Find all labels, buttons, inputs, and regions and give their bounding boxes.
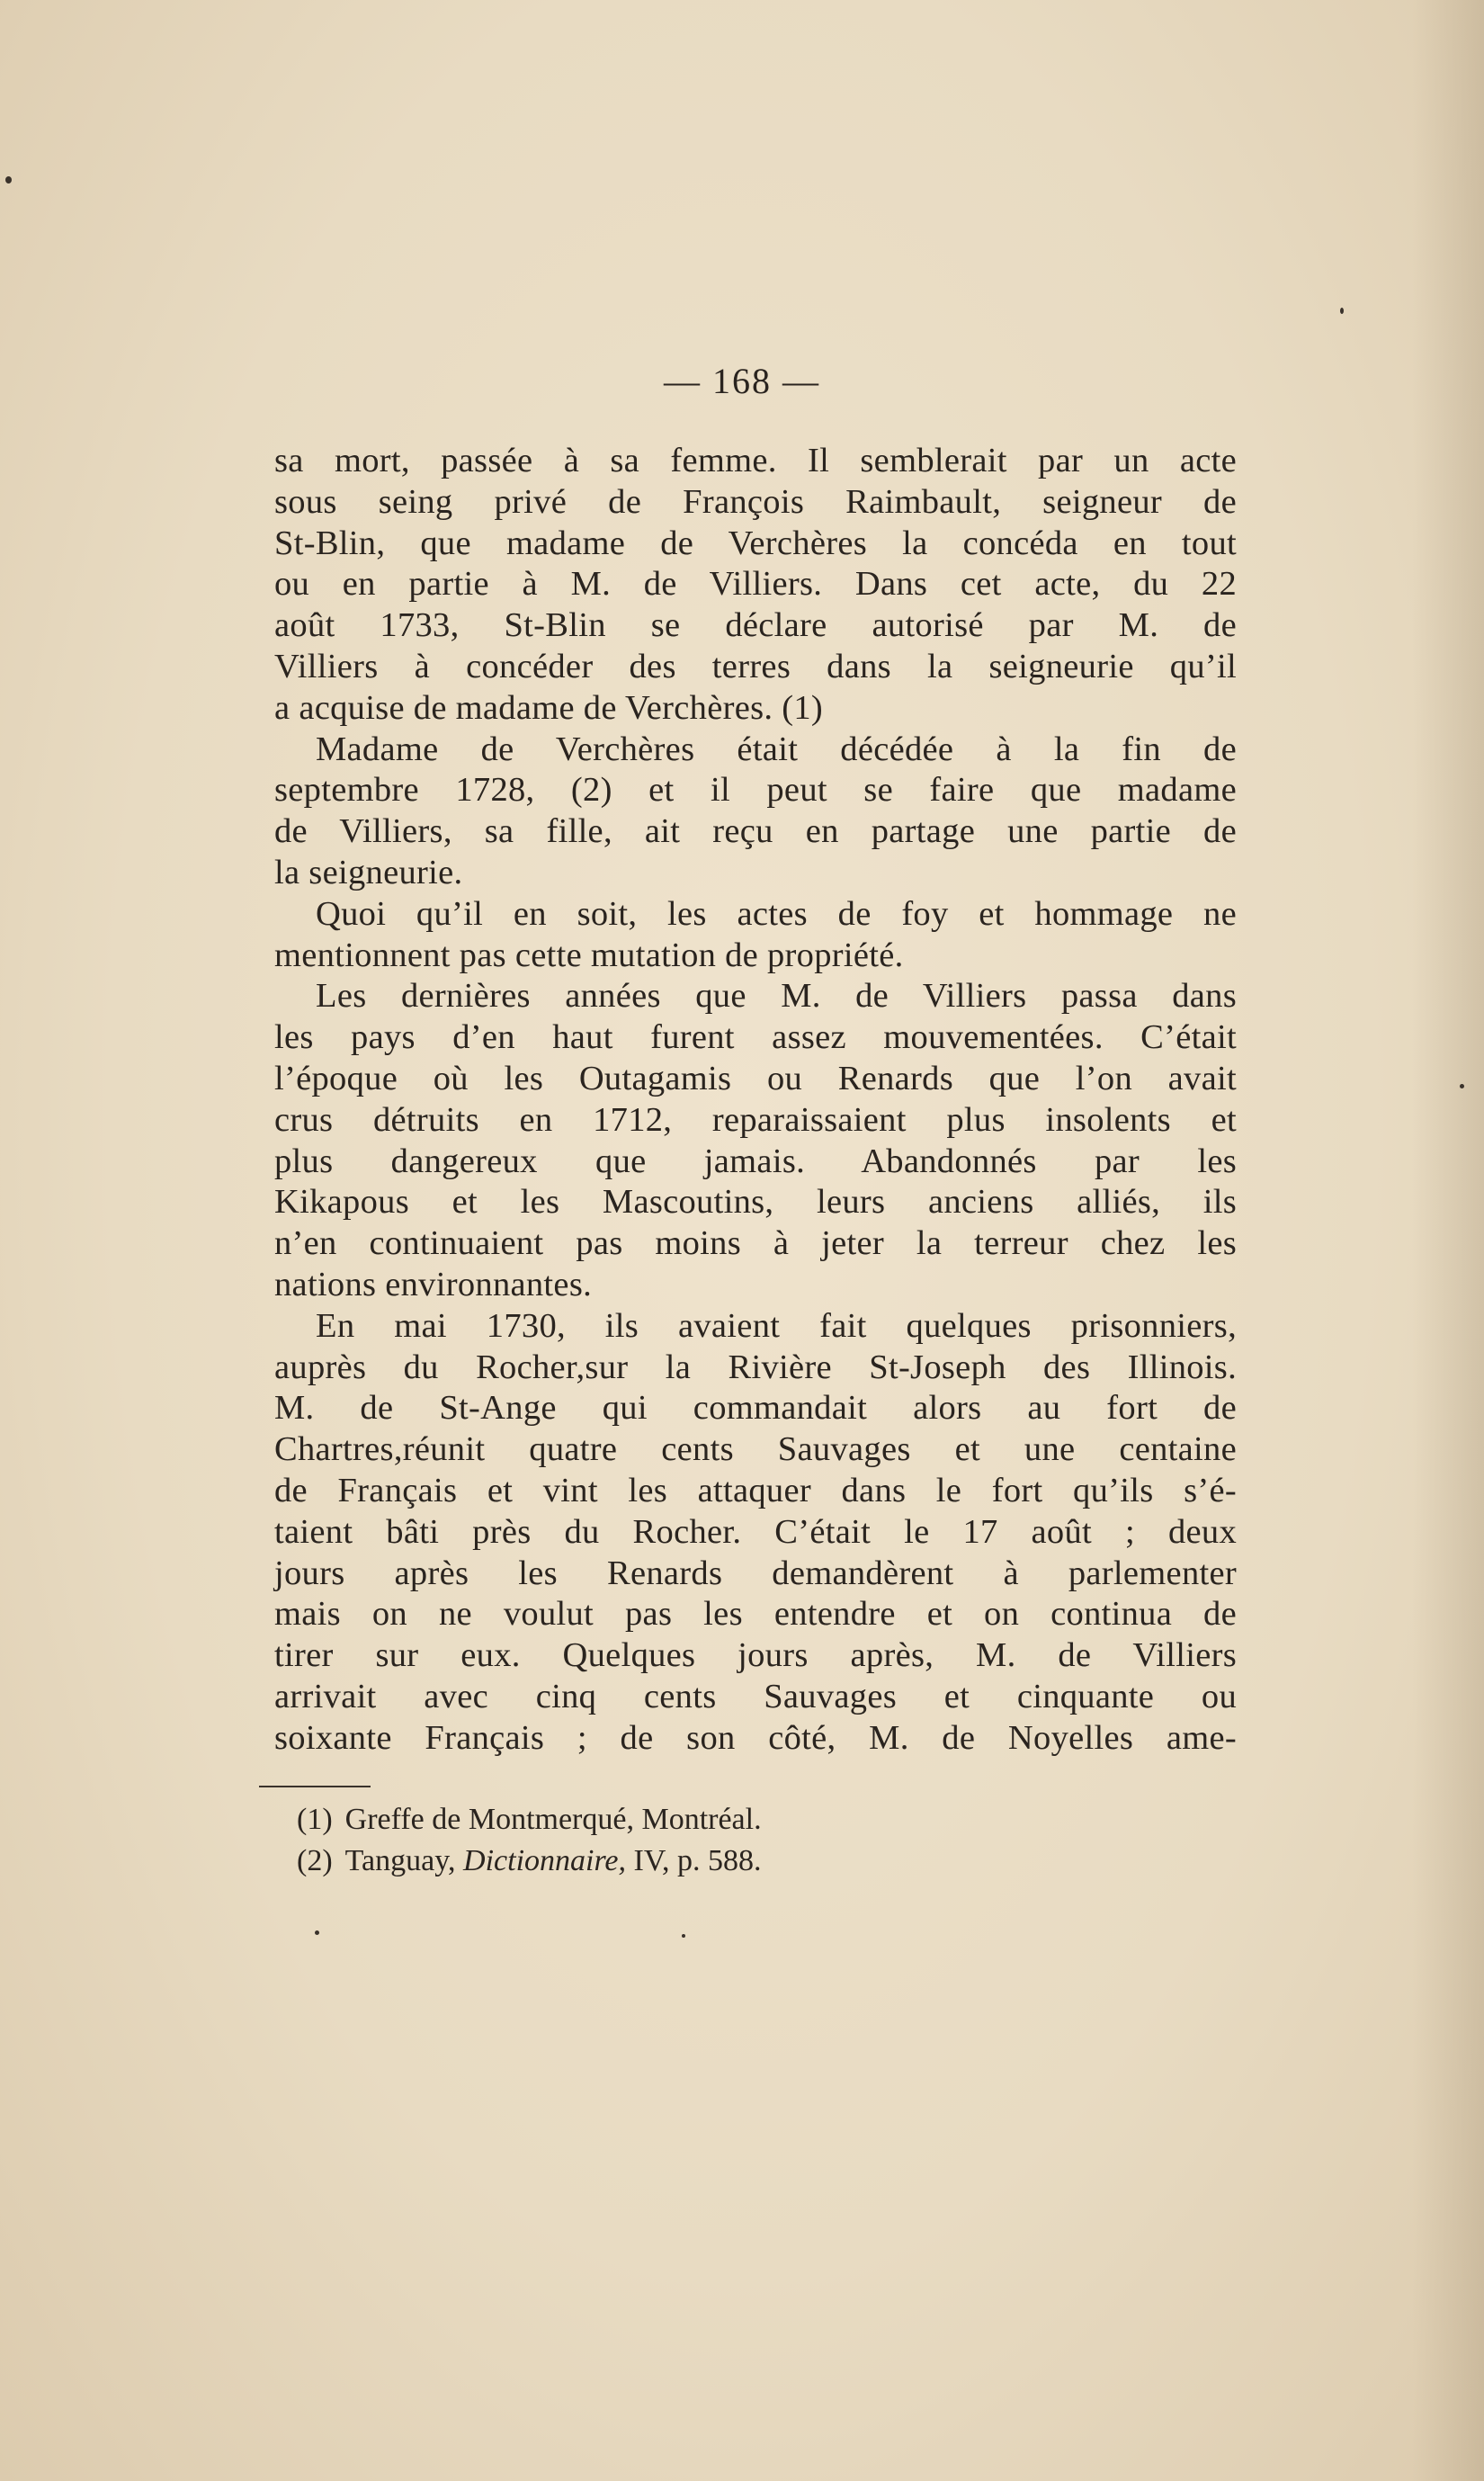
page-number: — 168 — [664, 361, 820, 401]
footnote-marker: (2) [297, 1844, 333, 1877]
text-line: août 1733, St-Blin se déclare autorisé par M. de [274, 606, 1237, 645]
paper-speck [682, 1934, 685, 1938]
text-line: sous seing privé de François Raimbault, seigneur de [274, 482, 1237, 521]
text-line: Kikapous et les Mascoutins, leurs anciens alliés, ils [274, 1183, 1237, 1222]
text-line: tirer sur eux. Quelques jours après, M. de Villiers [274, 1636, 1237, 1675]
paper-speck [1460, 1084, 1464, 1088]
text-line: Quoi qu’il en soit, les actes de foy et hommage ne [316, 894, 1237, 933]
text-line: plus dangereux que jamais. Abandonnés par les [274, 1142, 1237, 1180]
text-line: En mai 1730, ils avaient fait quelques prisonniers, [316, 1306, 1237, 1345]
text-line: sa mort, passée à sa femme. Il semblerait par un acte [274, 442, 1237, 479]
footnote-reference: IV, p. 588. [626, 1844, 762, 1877]
text-line: mentionnent pas cette mutation de propriété. [274, 936, 904, 974]
footnote-italic-title: Dictionnaire, [463, 1844, 627, 1877]
text-line: arrivait avec cinq cents Sauvages et cinquante ou [274, 1677, 1237, 1715]
text-line: de Français et vint les attaquer dans le fort qu’ils s’é- [274, 1471, 1237, 1509]
text-line: crus détruits en 1712, reparaissaient plus insolents et [274, 1100, 1237, 1139]
text-line: septembre 1728, (2) et il peut se faire que madame [274, 771, 1237, 810]
paper-speck [1340, 308, 1344, 314]
text-line: M. de St-Ange qui commandait alors au fort de [274, 1389, 1237, 1428]
text-line: Les dernières années que M. de Villiers passa dans [316, 977, 1237, 1016]
text-line: auprès du Rocher,sur la Rivière St-Joseph des Illinois. [274, 1348, 1237, 1386]
text-line: l’époque où les Outagamis ou Renards que l’on avait [274, 1059, 1237, 1097]
text-line: St-Blin, que madame de Verchères la concéda en tout [274, 524, 1237, 562]
footnote-marker: (1) [297, 1803, 333, 1836]
text-line: taient bâti près du Rocher. C’était le 17 août ; deux [274, 1512, 1237, 1551]
footnote [297, 1841, 1106, 1882]
text-line: Chartres,réunit quatre cents Sauvages et une centaine [274, 1430, 1237, 1469]
footnote-rule [259, 1786, 371, 1787]
text-line: nations environnantes. [274, 1265, 593, 1303]
text-line: n’en continuaient pas moins à jeter la terreur chez les [274, 1224, 1237, 1263]
footnote-text: Tanguay, [344, 1844, 464, 1877]
paper-speck [315, 1930, 319, 1935]
text-line: de Villiers, sa fille, ait reçu en partage une partie de [274, 812, 1237, 851]
text-line: la seigneurie. [274, 853, 463, 891]
text-line: les pays d’en haut furent assez mouvementées. C’était [274, 1018, 1237, 1057]
text-line: a acquise de madame de Verchères. (1) [274, 688, 824, 727]
text-line: soixante Français ; de son côté, M. de Noyelles ame- [274, 1718, 1237, 1757]
text-line: jours après les Renards demandèrent à parlementer [274, 1554, 1237, 1592]
footnote [297, 1799, 1106, 1841]
text-line: Villiers à concéder des terres dans la seigneurie qu’il [274, 647, 1237, 685]
text-line: ou en partie à M. de Villiers. Dans cet acte, du 22 [274, 565, 1237, 604]
text-line: Madame de Verchères était décédée à la fin de [316, 730, 1237, 768]
footnotes [297, 1799, 1106, 1882]
footnote-text: Greffe de Montmerqué, Montréal. [344, 1803, 762, 1836]
body-text [274, 441, 1237, 1760]
text-line: mais on ne voulut pas les entendre et on continua de [274, 1595, 1237, 1634]
paper-speck [5, 176, 12, 184]
